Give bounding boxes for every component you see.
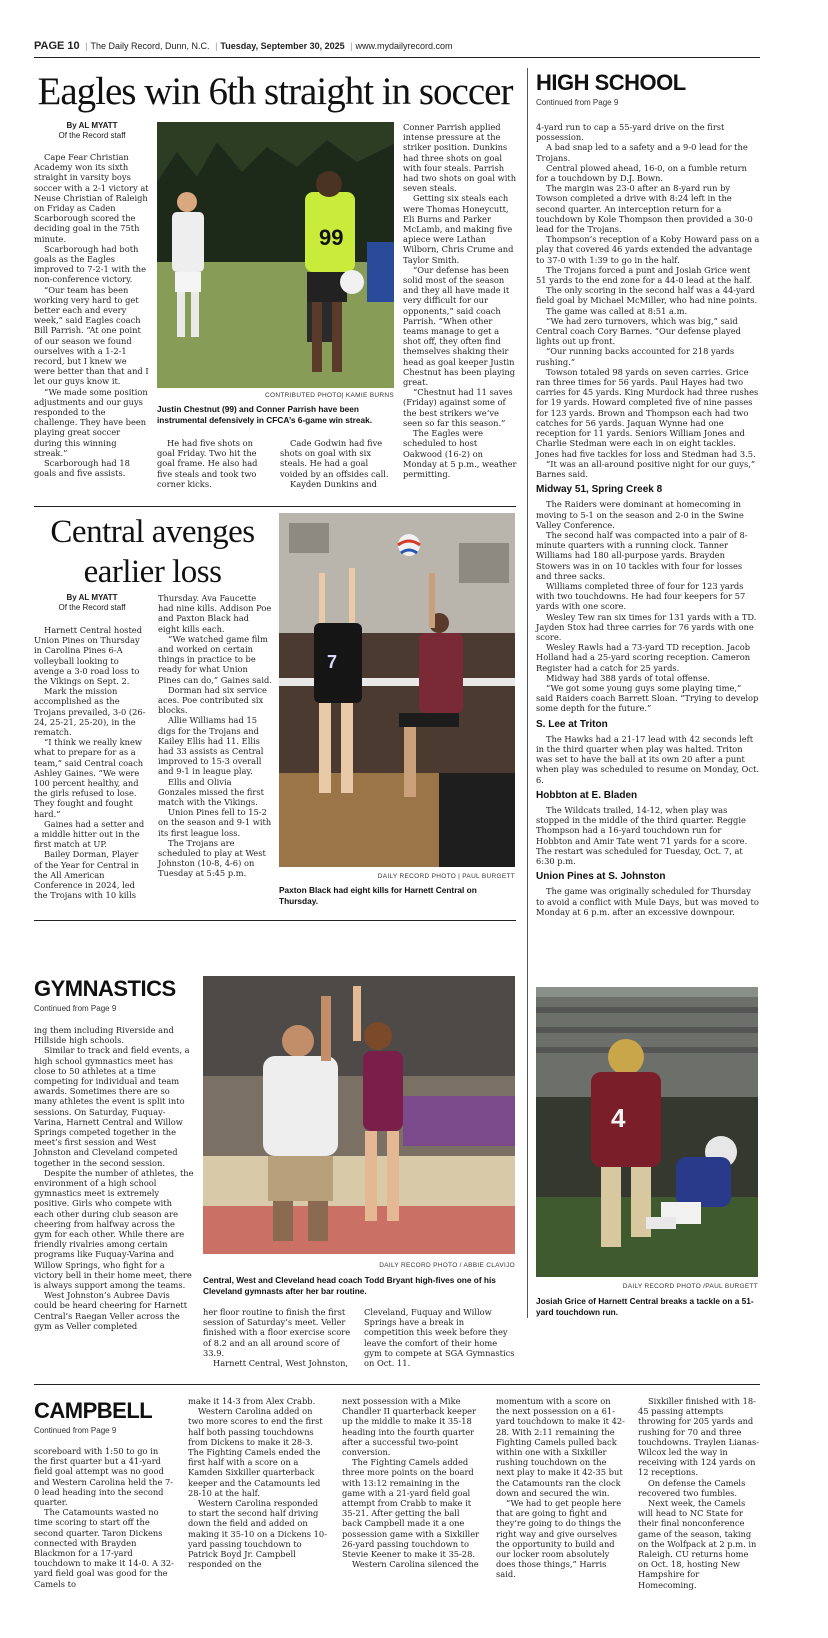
football-photo-credit: DAILY RECORD PHOTO /PAUL BURGETT [622, 1283, 758, 1290]
site-url: www.mydailyrecord.com [355, 41, 453, 51]
gym-photo-credit: DAILY RECORD PHOTO / ABBIE CLAVIJO [379, 1262, 515, 1269]
volley-col2: Thursday. Ava Faucette had nine kills. Addison Poe and Paxton Black had eight kills each. “We watched game film and worked on certain things in practice to be ready for what Union Pines can do,” Gaines said. Dorman had six service aces. Poe contributed six blocks. Allie Williams had 15 digs for the Trojans and Kailey Ellis had 11. Ellis had 33 assists as Central improved to 15-3 overall and 9-1 in league play. Ellis and Olivia Gonzales missed the first match with the Vikings. Union Pines fell to 15-2 on the season and 9-1 with its first league loss. The Trojans are scheduled to play at West Johnston (10-8, 4-6) on Tuesday at 5:45 p.m. [158, 593, 272, 879]
campbell-col2: make it 14-3 from Alex Crabb. Western Carolina added on two more scores to end the first half both passing touchdowns from Dickens to make it 28-3. The Fighting Camels ended the first half with a score on a Kamden Sixkiller quarterback keeper and the Catamounts led 28-10 at the half. Western Carolina responded to start the second half driving down the field and added on making it 35-10 on a Dickens 10-yard passing touchdown to Patrick Boyd Jr. Campbell responded on the [188, 1396, 328, 1570]
gym-continued: Continued from Page 9 [34, 1004, 117, 1013]
campbell-col4: momentum with a score on the next possession on a 61-yard touchdown to make it 42-28. With 2:11 remaining the Fighting Camels pulled back within one with a Sixkiller rushing touchdown on the next play to make it 42-35 but the Catamounts ran the clock down and secured the win. “We had to get people here that are going to fight and they’re going to do things the right way and give ourselves the opportunity to build and our locker room absolutely does those things,” Harris said. [496, 1396, 625, 1580]
svg-text:4: 4 [611, 1103, 626, 1133]
campbell-col5: Sixkiller finished with 18-45 passing attempts throwing for 205 yards and rushing for 70 and three touchdowns. Traylen Lianas-Wilcox led the way in receiving with 124 yards on 12 receptions. On defense the Camels recovered two fumbles. Next week, the Camels will head to NC State for their final nonconference game of the season, taking on the Wolfpack at 2 p.m. in Raleigh. CU returns home on Oct. 18, hosting New Hampshire for Homecoming. [638, 1396, 760, 1590]
volley-bottom-rule [34, 920, 516, 921]
hs-subhead-hobbton: Hobbton at E. Bladen [536, 789, 638, 801]
campbell-col3: next possession with a Mike Chandler II quarterback keeper up the middle to make it 35-18 heading into the fourth quarter after a successful two-point conversion. The Fighting Camels added three more points on the board with 13:12 remaining in the game with a 21-yard field goal attempt from Crabb to make it 35-21. After getting the ball back Campbell made it a one possession game with a Sixkiller 26-yard passing touchdown to Stevie Keener to make it 35-28. Western Carolina silenced the [342, 1396, 480, 1570]
gymnastics-photo [203, 976, 515, 1254]
campbell-col1: scoreboard with 1:50 to go in the first quarter but a 41-yard field goal attempt was no good and Western Carolina held the 7-0 lead heading into the second quarter. The Catamounts wasted no time scoring to start off the second quarter. Taron Dickens connected with Brayden Blackmon for a 17-yard touchdown to make it 14-0. A 32-yard field goal was good for the Camels to [34, 1446, 174, 1589]
soccer-photo [157, 122, 394, 388]
hs-body: 4-yard run to cap a 55-yard drive on the first possession. A bad snap led to a safety and a 9-0 lead for the Trojans. Central plowed ahead, 16-0, on a fumble return for a touchdown by D.J. Bown. The margin was 23-0 after an 8-yard run by Towson completed a drive with 8:24 left in the second quarter. An interception return for a touchdown by Kole Thompson then provided a 30-0 lead for the Trojans. Thompson’s reception of a Koby Howard pass on a play that covered 46 yards extended the advantage to 37-0 with 1:39 to go in the half. The Trojans forced a punt and Josiah Grice went 51 yards to the end zone for a 44-0 lead at the half. The only scoring in the second half was a 44-yard field goal by Michael McMiller, who had nine points. The game was called at 8:51 a.m. “We had zero turnovers, which was big,” said Central coach Cory Barnes. “Our defense played lights out up front. “Our running backs accounted for 218 yards rushing.” Towson totaled 98 yards on seven carries. Grice ran three times for 56 yards. Paul Hayes had two carries for 45 yards. King Murdock had three rushes for 19 yards. Howard completed five of nine passes for 123 yards. Brown and Thompson each had two catches for 56 yards. Jaquan Wynne had one reception for 11 yards. Seniors William Jones and Charlie Stedman were each in on eight tackles. Jones had five tackles for loss and Stedman had 3.5. “It was an all-around positive night for our guys,” Barnes said. Midway 51, Spring Creek 8 The Raiders were dominant at homecoming in moving to 5-1 on the season and 2-0 in the Swine Valley Conference. The second half was compacted into a pair of 8-minute quarters with a running clock. Tanner Williams had 180 all-purpose yards. Brayden Stowers was in on 10 tackles with four for losses and three sacks. Williams completed three of four for 123 yards with two touchdowns. He had four keepers for 57 yards with one score. Wesley Tew ran six times for 131 yards with a TD. Jayden Stox had three carries for 76 yards with one score. Wesley Rawls had a 73-yard TD reception. Jacob Holland had a 25-yard scoring reception. Cameron Register had a catch for 25 yards. Midway had 388 yards of total offense. “We got some young guys some playing time,” said Raiders coach Barrett Sloan. “Trying to develop some depth for the future.” S. Lee at Triton The Hawks had a 21-17 lead with 42 seconds left in the third quarter when play was halted. Triton was set to have the ball at its own 20 after a punt when play was scheduled to resume on Monday, Oct. 6. Hobbton at E. Bladen The Wildcats trailed, 14-12, when play was stopped in the middle of the third quarter. Reggie Thompson had a 16-yard touchdown run for Hobbton and Amir Tate went 71 yards for a score. The restart was scheduled for Tuesday, Oct. 7, at 6:30 p.m. Union Pines at S. Johnston The game was originally scheduled for Thursday to avoid a conflict with Mule Days, but was moved to Monday at 6 p.m. after an excessive downpour. [536, 122, 760, 917]
gym-col1: ing them including Riverside and Hillside high schools. Similar to track and field events, a high school gymnastics meet has close to 50 athletes at a time competing for individual and team awards. Sometimes there are so many athletes the event is split into sessions. On Saturday, Fuquay-Varina, Harnett Central and Willow Springs competed together in the meet’s first session and West Johnston and Cleveland competed together in the second session. Despite the number of athletes, the environment of a high school gymnastics meet is extremely positive. Girls who compete with each other during club season are cheering from halfway across the gym for each other. While there are friendly rivalries among certain programs like Fuquay-Varina and Willow Springs, who fight for a victory bell in their home meet, there is always support among the teams. West Johnston’s Aubree Davis could be heard cheering for Harnett Central’s Raegan Veller across the gym as Veller completed [34, 1025, 194, 1331]
page-header: PAGE 10 | The Daily Record, Dunn, N.C. | Tuesday, September 30, 2025 | www.mydailyrecord.com [34, 40, 453, 52]
soccer-headline: Eagles win 6th straight in soccer [37, 70, 513, 113]
volley-photo [279, 513, 515, 867]
issue-date: Tuesday, September 30, 2025 [220, 41, 345, 51]
page-number: PAGE 10 [34, 40, 80, 52]
gym-col2: her floor routine to finish the first session of Saturday’s meet. Veller finished with a floor exercise score of 8.2 and an all around score of 33.9. Harnett Central, West Johnston, [203, 1307, 351, 1369]
svg-text:99: 99 [319, 225, 344, 250]
volleyball-ball [398, 534, 420, 556]
campbell-continued: Continued from Page 9 [34, 1426, 117, 1435]
volley-byline: By AL MYATT Of the Record staff [58, 593, 126, 612]
soccer-col1: Cape Fear Christian Academy won its sixth straight in varsity boys soccer with a 2-1 victory at Neuse Christian of Raleigh on Friday as Caden Scarborough scored the deciding goal in the 75th minute. Scarborough had both goals as the Eagles improved to 7-2-1 with the non-conference victory. “Our team has been working very hard to get better each and every week,” said Eagles coach Bill Parrish. “At one point of our season we found ourselves with a 1-2-1 record, but I knew we were better than that and I let our guys know it. “We made some position adjustments and our guys responded to the challenge. They have been playing great soccer during this winning streak.” Scarborough had 18 goals and five assists. [34, 152, 149, 479]
football-photo-caption: Josiah Grice of Harnett Central breaks a tackle on a 51-yard touchdown run. [536, 1296, 754, 1317]
svg-text:7: 7 [327, 652, 338, 672]
soccer-byline: By AL MYATT Of the Record staff [58, 121, 126, 140]
soccer-bottom-rule [34, 506, 516, 507]
gym-photo-caption: Central, West and Cleveland head coach Todd Bryant high-fives one of his Cleveland gymnasts after her bar routine. [203, 1275, 496, 1296]
column-rule [527, 68, 528, 1318]
soccer-photo-caption: Justin Chestnut (99) and Conner Parrish have been instrumental defensively in CFCA’s 6-game win streak. [157, 404, 373, 425]
football-photo [536, 987, 758, 1277]
paper-name: The Daily Record, Dunn, N.C. [90, 41, 210, 51]
volley-photo-caption: Paxton Black had eight kills for Harnett Central on Thursday. [279, 885, 477, 906]
volley-col1: Harnett Central hosted Union Pines on Thursday in Carolina Pines 6-A volleyball looking to avenge a 3-0 road loss to the Vikings on Sept. 2. Mark the mission accomplished as the Trojans prevailed, 3-0 (26-24, 25-21, 25-20), in the rematch. “I think we really knew what to prepare for as a team,” said Central coach Ashley Gaines. “We were 100 percent healthy, and the girls refused to lose. They fought and fought hard.” Gaines had a setter and a middle hitter out in the first match at UP. Bailey Dorman, Player of the Year for Central in the All American Conference in 2024, led the Trojans with 10 kills [34, 625, 146, 901]
gym-col3: Cleveland, Fuquay and Willow Springs have a break in competition this week before they leave the comfort of their home gym to compete at SGA Gymnastics on Oct. 11. [364, 1307, 515, 1369]
soccer-col3: Cade Godwin had five shots on goal with six steals. He had a goal voided by an offsides call. Kayden Dunkins and [280, 438, 389, 489]
campbell-top-rule [34, 1384, 760, 1385]
soccer-col4: Conner Parrish applied intense pressure at the striker position. Dunkins had three shots on goal with four steals. Parrish had two shots on goal with seven steals. Getting six steals each were Thomas Honeycutt, Eli Burns and Parker McLamb, and making five apiece were Lathan Wilborn, Chris Crume and Taylor Smith. “Our defense has been solid most of the season and they all have made it very difficult for our opponents,” said coach Parrish. “When other teams manage to get a shot off, they often find themselves shaking their head as goal keeper Justin Chestnut has been playing great. “Chestnut had 11 saves (Friday) against some of the best strikers we’ve seen so far this season.” The Eagles were scheduled to host Oakwood (16-2) on Monday at 5 p.m., weather permitting. [403, 122, 517, 479]
hs-section-title: HIGH SCHOOL [536, 70, 686, 95]
hs-subhead-union-pines: Union Pines at S. Johnston [536, 871, 666, 883]
hs-subhead-lee: S. Lee at Triton [536, 718, 608, 730]
hs-subhead-midway: Midway 51, Spring Creek 8 [536, 484, 663, 496]
volley-photo-credit: DAILY RECORD PHOTO | PAUL BURGETT [377, 873, 515, 880]
volley-headline: Central avenges earlier loss [50, 514, 255, 590]
soccer-col2: He had five shots on goal Friday. Two hit the goal frame. He also had five steals and took two corner kicks. [157, 438, 258, 489]
campbell-section-title: CAMPBELL [34, 1398, 153, 1423]
header-rule [34, 57, 760, 58]
hs-continued: Continued from Page 9 [536, 98, 619, 107]
gym-section-title: GYMNASTICS [34, 976, 176, 1001]
soccer-photo-credit: CONTRIBUTED PHOTO| KAMIE BURNS [264, 392, 394, 399]
